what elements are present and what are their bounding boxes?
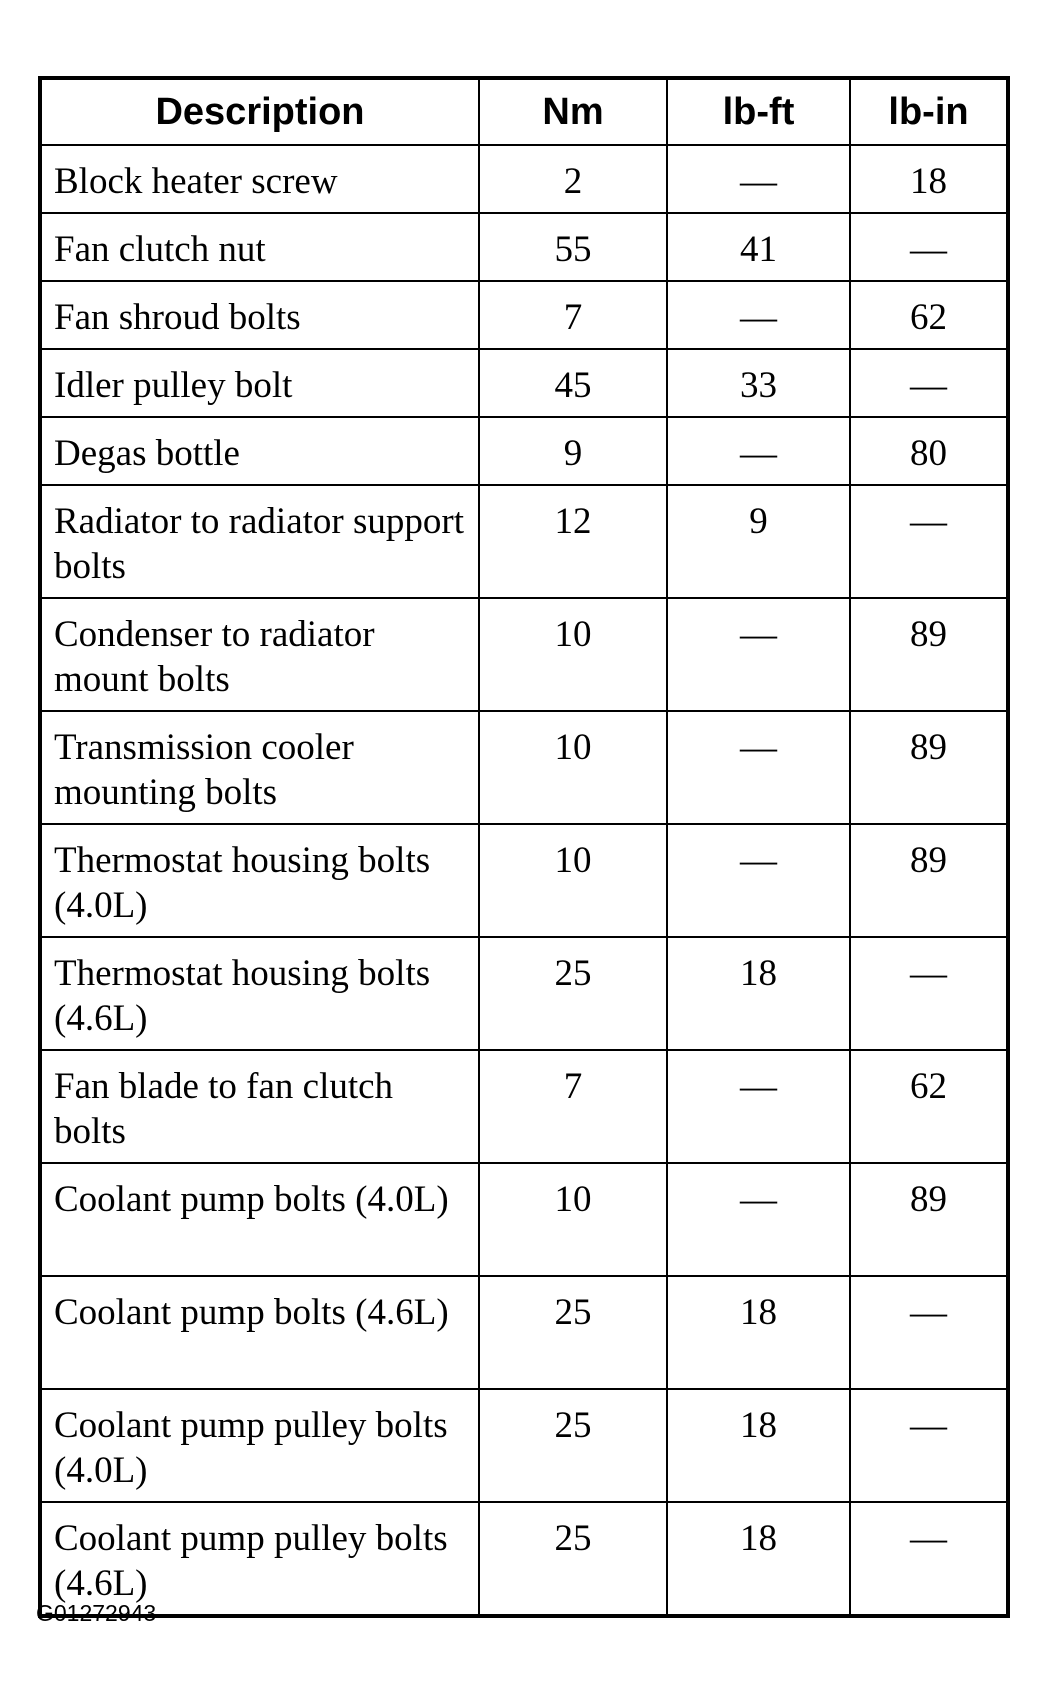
cell-description: Degas bottle <box>40 417 479 485</box>
cell-lb-in: — <box>850 1276 1008 1389</box>
cell-lb-ft: 33 <box>667 349 850 417</box>
cell-lb-ft: — <box>667 1050 850 1163</box>
table-row <box>40 281 1008 349</box>
table-row <box>40 1163 1008 1276</box>
cell-lb-in: 62 <box>850 281 1008 349</box>
cell-nm: 10 <box>479 598 667 711</box>
cell-lb-ft: 41 <box>667 213 850 281</box>
cell-lb-ft: — <box>667 711 850 824</box>
torque-specification-table <box>38 76 1010 1618</box>
cell-nm: 10 <box>479 1163 667 1276</box>
cell-lb-ft: — <box>667 145 850 213</box>
cell-lb-ft: — <box>667 598 850 711</box>
cell-nm: 55 <box>479 213 667 281</box>
table-row <box>40 1050 1008 1163</box>
header-lb-ft: lb-ft <box>667 78 850 145</box>
cell-lb-ft: — <box>667 824 850 937</box>
cell-nm: 25 <box>479 1389 667 1502</box>
cell-description: Coolant pump pulley bolts (4.0L) <box>40 1389 479 1502</box>
cell-nm: 12 <box>479 485 667 598</box>
cell-lb-in: 89 <box>850 1163 1008 1276</box>
cell-lb-ft: — <box>667 281 850 349</box>
table-row <box>40 145 1008 213</box>
table-row <box>40 824 1008 937</box>
cell-lb-in: — <box>850 937 1008 1050</box>
table-row <box>40 711 1008 824</box>
table-row <box>40 1502 1008 1616</box>
cell-lb-in: 62 <box>850 1050 1008 1163</box>
cell-lb-in: 89 <box>850 711 1008 824</box>
cell-nm: 25 <box>479 1502 667 1616</box>
table-row <box>40 485 1008 598</box>
cell-description: Coolant pump bolts (4.6L) <box>40 1276 479 1389</box>
cell-description: Condenser to radiator mount bolts <box>40 598 479 711</box>
cell-nm: 25 <box>479 937 667 1050</box>
cell-description: Coolant pump bolts (4.0L) <box>40 1163 479 1276</box>
cell-description: Idler pulley bolt <box>40 349 479 417</box>
cell-lb-in: 18 <box>850 145 1008 213</box>
table-row <box>40 213 1008 281</box>
cell-description: Thermostat housing bolts (4.6L) <box>40 937 479 1050</box>
cell-lb-in: 89 <box>850 824 1008 937</box>
cell-description: Block heater screw <box>40 145 479 213</box>
cell-lb-ft: 18 <box>667 1502 850 1616</box>
cell-lb-in: — <box>850 485 1008 598</box>
cell-nm: 2 <box>479 145 667 213</box>
cell-nm: 7 <box>479 1050 667 1163</box>
cell-nm: 10 <box>479 711 667 824</box>
cell-lb-ft: — <box>667 1163 850 1276</box>
table-row <box>40 937 1008 1050</box>
cell-lb-in: — <box>850 213 1008 281</box>
cell-lb-in: — <box>850 349 1008 417</box>
header-nm: Nm <box>479 78 667 145</box>
cell-lb-in: 80 <box>850 417 1008 485</box>
cell-description: Coolant pump pulley bolts (4.6L) <box>40 1502 479 1616</box>
cell-lb-in: — <box>850 1389 1008 1502</box>
cell-description: Fan clutch nut <box>40 213 479 281</box>
cell-lb-ft: 9 <box>667 485 850 598</box>
header-description: Description <box>40 78 479 145</box>
cell-description: Thermostat housing bolts (4.0L) <box>40 824 479 937</box>
table-row <box>40 417 1008 485</box>
cell-description: Radiator to radiator support bolts <box>40 485 479 598</box>
cell-lb-ft: — <box>667 417 850 485</box>
cell-nm: 45 <box>479 349 667 417</box>
table-row <box>40 598 1008 711</box>
cell-nm: 7 <box>479 281 667 349</box>
figure-id: G01272943 <box>36 1600 157 1626</box>
cell-nm: 25 <box>479 1276 667 1389</box>
cell-description: Transmission cooler mounting bolts <box>40 711 479 824</box>
cell-lb-ft: 18 <box>667 1389 850 1502</box>
cell-description: Fan shroud bolts <box>40 281 479 349</box>
cell-lb-in: — <box>850 1502 1008 1616</box>
cell-nm: 9 <box>479 417 667 485</box>
table-header-row <box>40 78 1008 145</box>
table-row <box>40 1276 1008 1389</box>
table-row <box>40 1389 1008 1502</box>
cell-nm: 10 <box>479 824 667 937</box>
cell-lb-in: 89 <box>850 598 1008 711</box>
cell-lb-ft: 18 <box>667 937 850 1050</box>
header-lb-in: lb-in <box>850 78 1008 145</box>
cell-description: Fan blade to fan clutch bolts <box>40 1050 479 1163</box>
cell-lb-ft: 18 <box>667 1276 850 1389</box>
table-row <box>40 349 1008 417</box>
